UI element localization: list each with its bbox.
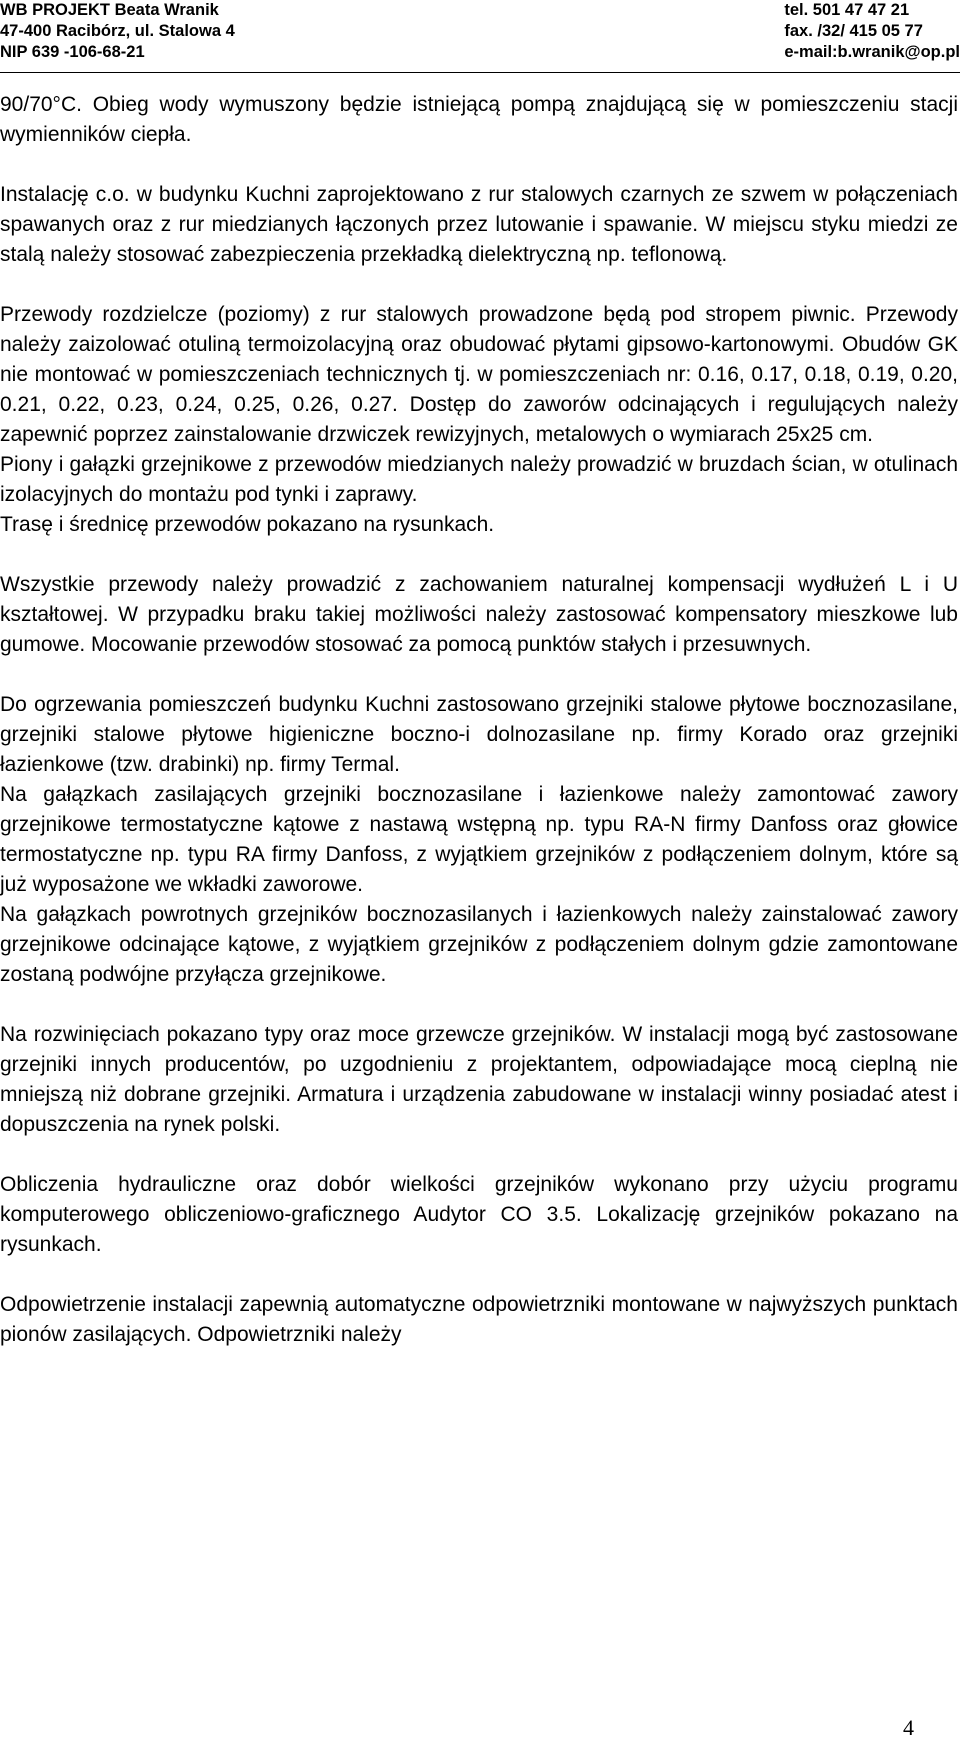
company-name: WB PROJEKT Beata Wranik: [0, 1, 219, 19]
paragraph-routing: Trasę i średnicę przewodów pokazano na rysunkach.: [0, 513, 495, 536]
paragraph-supply-valves: Na gałązkach zasilających grzejniki bocznozasilane i łazienkowe należy zamontować zawory grzejnikowe termostatyczne kątowe z nastawą wstępną np. typu RA-N firmy Danfoss oraz głowice termostatyczne np. typu RA firmy Danfoss, z wyjątkiem grzejników z podłączeniem dolnym, które są już wyposażone we wkładki zaworowe.: [0, 783, 958, 896]
page-number: 4: [903, 1715, 914, 1740]
paragraph-temperature: 90/70°C. Obieg wody wymuszony będzie istniejącą pompą znajdującą się w pomieszczeniu stacji wymienników ciepła.: [0, 93, 958, 146]
paragraph-distribution-pipes: Przewody rozdzielcze (poziomy) z rur stalowych prowadzone będą pod stropem piwnic. Przewody należy zaizolować otuliną termoizolacyjną oraz obudować płytami gipsowo-kartonowymi. Obudów GK nie montować w pomieszczeniach technicznych tj. w pomieszczeniach nr: 0.16, 0.17, 0.18, 0.19, 0.20, 0.21, 0.22, 0.23, 0.24, 0.25, 0.26, 0.27. Dostęp do zaworów odcinających i regulujących należy zapewnić poprzez zainstalowanie drzwiczek rewizyjnych, metalowych o wymiarach 25x25 cm.: [0, 303, 958, 446]
paragraph-risers: Piony i gałązki grzejnikowe z przewodów miedzianych należy prowadzić w bruzdach ścian, w otulinach izolacyjnych do montażu pod tynki i zaprawy.: [0, 453, 958, 506]
paragraph-installation: Instalację c.o. w budynku Kuchni zaprojektowano z rur stalowych czarnych ze szwem w połączeniach spawanych oraz z rur miedzianych łączonych przez lutowanie i spawanie. W miejscu styku miedzi ze stalą należy stosować zabezpieczenia przekładką dielektryczną np. teflonową.: [0, 183, 958, 266]
contact-info: [784, 0, 960, 63]
contact-phone: tel. 501 47 47 21: [784, 1, 910, 19]
company-address: 47-400 Racibórz, ul. Stalowa 4: [0, 22, 235, 40]
paragraph-radiators: Do ogrzewania pomieszczeń budynku Kuchni zastosowano grzejniki stalowe płytowe bocznozasilane, grzejniki stalowe płytowe higieniczne boczno-i dolnozasilane np. firmy Korado oraz grzejniki łazienkowe (tzw. drabinki) np. firmy Termal.: [0, 693, 958, 776]
contact-fax: fax. /32/ 415 05 77: [784, 22, 923, 40]
paragraph-radiator-types: Na rozwinięciach pokazano typy oraz moce grzewcze grzejników. W instalacji mogą być zastosowane grzejniki innych producentów, po uzgodnieniu z projektantem, odpowiadające mocą cieplną nie mniejszą niż dobrane grzejniki. Armatura i urządzenia zabudowane w instalacji winny posiadać atest i dopuszczenia na rynek polski.: [0, 1023, 958, 1136]
paragraph-venting: Odpowietrzenie instalacji zapewnią automatyczne odpowietrzniki montowane w najwyższych punktach pionów zasilających. Odpowietrzniki należy: [0, 1293, 958, 1346]
paragraph-return-valves: Na gałązkach powrotnych grzejników bocznozasilanych i łazienkowych należy zainstalować zawory grzejnikowe odcinające kątowe, z wyjątkiem grzejników z podłączeniem dolnym gdzie zamontowane zostaną podwójne przyłącza grzejnikowe.: [0, 903, 958, 986]
paragraph-hydraulic-calculations: Obliczenia hydrauliczne oraz dobór wielkości grzejników wykonano przy użyciu programu komputerowego obliczeniowo-graficznego Audytor CO 3.5. Lokalizację grzejników pokazano na rysunkach.: [0, 1173, 958, 1256]
contact-email: e-mail:b.wranik@op.pl: [784, 43, 960, 61]
document-body: [0, 90, 958, 1380]
company-info: [0, 0, 235, 63]
paragraph-compensation: Wszystkie przewody należy prowadzić z zachowaniem naturalnej kompensacji wydłużeń L i U kształtowej. W przypadku braku takiej możliwości należy zastosować kompensatory mieszkowe lub gumowe. Mocowanie przewodów stosować za pomocą punktów stałych i przesuwnych.: [0, 573, 958, 656]
company-nip: NIP 639 -106-68-21: [0, 43, 145, 61]
page-header: [0, 0, 960, 73]
